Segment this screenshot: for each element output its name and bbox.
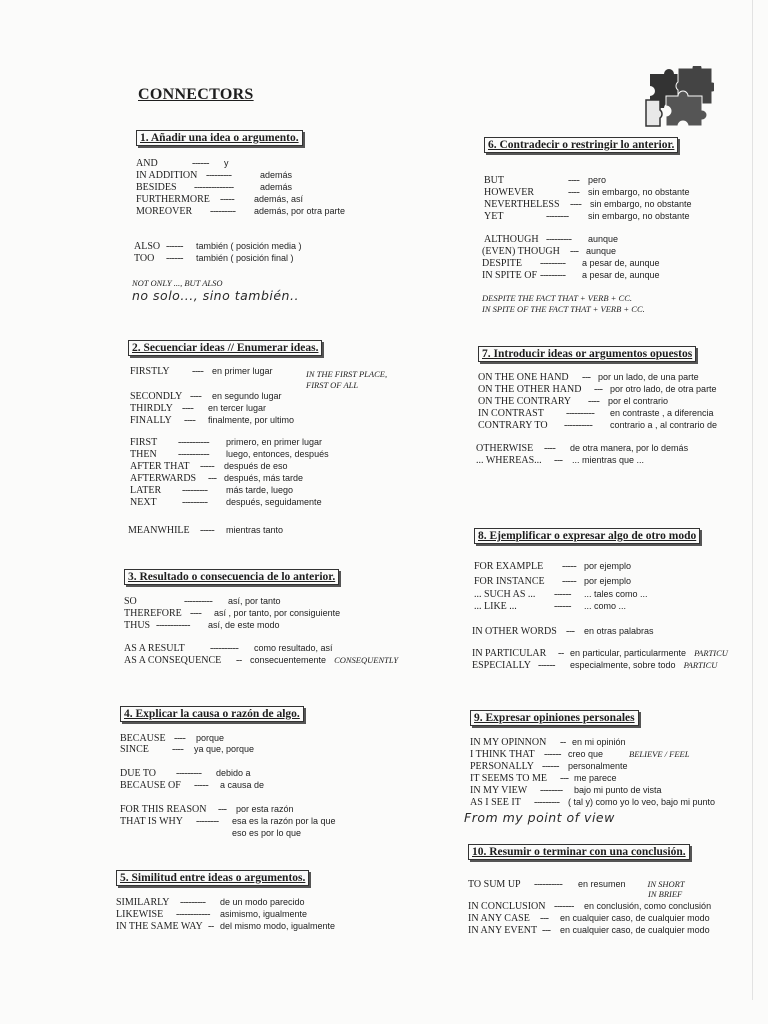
note: FIRST OF ALL [306,380,359,390]
list-item: CONTRARY TO ---------- contrario a , al contrario de [478,420,718,431]
list-item: IN ANY CASE --- en cualquier caso, de cualquier modo [468,913,710,924]
list-item: THEREFORE ---- así , por tanto, por consiguiente [124,608,341,619]
list-item: IN SPITE OF --------- a pesar de, aunque [482,270,660,281]
list-item: SIMILARLY --------- de un modo parecido [116,897,305,908]
list-item: ALTHOUGH --------- aunque [484,234,619,245]
list-item: BECAUSE ---- porque [120,733,225,744]
list-item: AS I SEE IT --------- ( tal y) como yo lo veo, bajo mi punto [470,797,716,808]
list-item: FIRST ----------- primero, en primer lugar [130,437,323,448]
list-item: FIRSTLY ---- en primer lugar [130,366,273,377]
list-item: DUE TO --------- debido a [120,768,251,779]
list-item: ON THE OTHER HAND --- por otro lado, de otra parte [478,384,717,395]
list-item: ALSO ------ también ( posición media ) [134,241,302,252]
section-4-heading: 4. Explicar la causa o razón de algo. [120,706,304,722]
section-5-heading: 5. Similitud entre ideas o argumentos. [116,870,309,886]
list-item: THIRDLY ---- en tercer lugar [130,403,267,414]
list-item: ... LIKE ... ------ ... como ... [474,601,627,612]
list-item: BESIDES -------------- además [136,182,293,193]
list-item: BECAUSE OF ----- a causa de [120,780,265,791]
section-10-heading: 10. Resumir o terminar con una conclusión. [468,844,690,860]
list-item: ESPECIALLY ------ especialmente, sobre todo PARTICU [472,660,718,671]
puzzle-icon [644,66,714,128]
list-item: ON THE CONTRARY ---- por el contrario [478,396,669,407]
list-item: AND ------ y [136,158,229,169]
list-item: DESPITE --------- a pesar de, aunque [482,258,660,269]
list-item: AFTER THAT ----- después de eso [130,461,288,472]
list-item: ON THE ONE HAND --- por un lado, de una parte [478,372,699,383]
note: DESPITE THE FACT THAT + VERB + CC. [482,293,633,303]
section-9-heading: 9. Expresar opiniones personales [470,710,639,726]
list-item: IN CONTRAST ---------- en contraste , a diferencia [478,408,714,419]
list-item: eso es por lo que [232,828,302,838]
list-item: AS A CONSEQUENCE -- consecuentemente CONSEQUENTLY [124,655,399,666]
page-title: CONNECTORS [138,86,254,103]
section-6-heading: 6. Contradecir o restringir lo anterior. [484,137,678,153]
list-item: FURTHERMORE ----- además, así [136,194,304,205]
list-item: IN ANY EVENT --- en cualquier caso, de cualquier modo [468,925,710,936]
list-item: SECONDLY ---- en segundo lugar [130,391,282,402]
list-item: FOR INSTANCE ----- por ejemplo [474,576,632,587]
list-item: LATER --------- más tarde, luego [130,485,294,496]
list-item: ... SUCH AS ... ------ ... tales como ... [474,589,648,600]
list-item: IN THE SAME WAY -- del mismo modo, igualmente [116,921,336,932]
list-item: FINALLY ---- finalmente, por ultimo [130,415,295,426]
list-item: I THINK THAT ------ creo que BELIEVE / FEEL [470,749,690,760]
list-item: MOREOVER --------- además, por otra parte [136,206,346,217]
list-item: HOWEVER ---- sin embargo, no obstante [484,187,690,198]
list-item: LIKEWISE ------------ asimismo, igualmente [116,909,308,920]
list-item: NEXT --------- después, seguidamente [130,497,322,508]
list-item: AFTERWARDS --- después, más tarde [130,473,304,484]
section-2-heading: 2. Secuenciar ideas // Enumerar ideas. [128,340,322,356]
list-item: AS A RESULT ---------- como resultado, así [124,643,333,654]
list-item: FOR EXAMPLE ----- por ejemplo [474,561,632,572]
list-item: IN ADDITION --------- además [136,170,293,181]
section-8-heading: 8. Ejemplificar o expresar algo de otro modo [474,528,700,544]
list-item: IN OTHER WORDS --- en otras palabras [472,626,654,637]
page-edge [752,0,753,1000]
list-item: IN PARTICULAR -- en particular, particularmente PARTICU [472,648,728,659]
list-item: IT SEEMS TO ME --- me parece [470,773,617,784]
list-item: SINCE ---- ya que, porque [120,744,255,755]
list-item: IN MY OPINNON -- en mi opinión [470,737,626,748]
list-item: TOO ------ también ( posición final ) [134,253,294,264]
section-7-heading: 7. Introducir ideas or argumentos opuestos [478,346,696,362]
list-item: ... WHEREAS... --- ... mientras que ... [476,455,645,466]
section-1-heading: 1. Añadir una idea o argumento. [136,130,303,146]
handwritten-note: no solo..., sino también.. [132,288,299,303]
list-item: PERSONALLY ------ personalmente [470,761,628,772]
list-item: BUT ---- pero [484,175,607,186]
list-item: IN CONCLUSION ------- en conclusión, como conclusión [468,901,712,912]
list-item: MEANWHILE ----- mientras tanto [128,525,284,536]
list-item: OTHERWISE ---- de otra manera, por lo demás [476,443,689,454]
list-item: THAT IS WHY -------- esa es la razón por la que [120,816,336,827]
list-item: YET -------- sin embargo, no obstante [484,211,690,222]
list-item: IN MY VIEW -------- bajo mi punto de vista [470,785,662,796]
list-item: TO SUM UP ---------- en resumen IN SHORT [468,879,685,890]
note: IN BRIEF [648,889,683,899]
list-item: THEN ----------- luego, entonces, después [130,449,329,460]
list-item: NEVERTHELESS ---- sin embargo, no obstante [484,199,692,210]
note: IN SPITE OF THE FACT THAT + VERB + CC. [482,304,645,314]
list-item: FOR THIS REASON --- por esta razón [120,804,294,815]
note: NOT ONLY ..., BUT ALSO [132,278,223,288]
handwritten-note: From my point of view [464,810,615,825]
list-item: THUS ------------ así, de este modo [124,620,280,631]
list-item: SO ---------- así, por tanto [124,596,281,607]
note: IN THE FIRST PLACE, [306,369,388,379]
section-3-heading: 3. Resultado o consecuencia de lo anterior. [124,569,339,585]
list-item: (EVEN) THOUGH --- aunque [482,246,617,257]
